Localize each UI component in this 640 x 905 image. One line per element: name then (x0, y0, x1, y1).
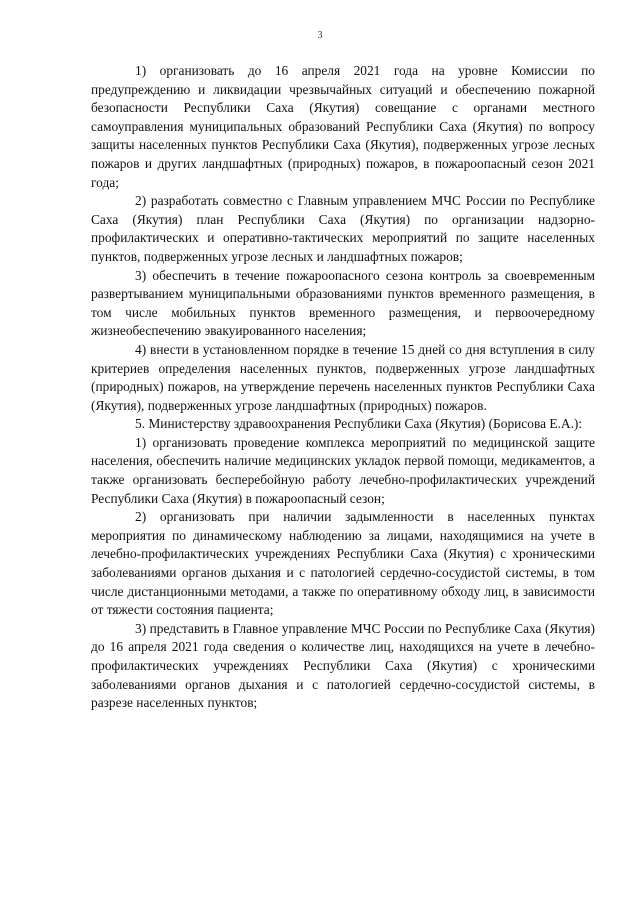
paragraph-item-5-1: 1) организовать проведение комплекса мероприятий по медицинской защите населения, обеспечить наличие медицинских укладок первой помощи, медикаментов, а также организовать бесперебойную работу лечебно-профилактических учреждений Республики Саха (Якутия) в пожароопасный сезон; (91, 434, 595, 506)
paragraph-item-5-2: 2) организовать при наличии задымленности в населенных пунктах мероприятия по динамическому наблюдению за лицами, находящимися на учете в лечебно-профилактических учреждениях Республики Саха (Якутия) с хроническими заболеваниями органов дыхания и с патологией сердечно-сосудистой системы, в том числе дистанционными методами, а также по оперативному обходу лиц, в зависимости от тяжести состояния пациента; (91, 509, 595, 618)
page-number: 3 (317, 30, 323, 41)
paragraph-item-4: 4) внести в установленном порядке в течение 15 дней со дня вступления в силу критериев определения населенных пунктов, подверженных угрозе ландшафтных (природных) пожаров, на утверждение перечень населенных пунктов Республики Саха (Якутия), подверженных угрозе ландшафтных (природных) пожаров. (91, 341, 595, 413)
paragraph-item-5-3: 3) представить в Главное управление МЧС России по Республике Саха (Якутия) до 16 апреля 2021 года сведения о количестве лиц, находящихся на учете в лечебно-профилактических учреждениях Республики Саха (Якутия) с хроническими заболеваниями органов дыхания и с патологией сердечно-сосудистой системы, в разрезе населенных пунктов; (91, 620, 595, 711)
section-heading-5: 5. Министерству здравоохранения Республики Саха (Якутия) (Борисова Е.А.): (135, 416, 583, 432)
paragraph-item-2: 2) разработать совместно с Главным управлением МЧС России по Республике Саха (Якутия) план Республики Саха (Якутия) по организации надзорно-профилактических и оперативно-тактических мероприятий по защите населенных пунктов, подверженных угрозе лесных и ландшафтных пожаров; (91, 193, 595, 264)
paragraph-item-3: 3) обеспечить в течение пожароопасного сезона контроль за своевременным развертыванием муниципальными образованиями пунктов временного размещения, в том числе мобильных пунктов временного размещения, и первоочередному жизнеобеспечению эвакуированного населения; (91, 267, 595, 339)
document-body (91, 62, 595, 713)
paragraph-item-1: 1) организовать до 16 апреля 2021 года на уровне Комиссии по предупреждению и ликвидации чрезвычайных ситуаций и обеспечению пожарной безопасности Республики Саха (Якутия) совещание с органами местного самоуправления муниципальных образований Республики Саха (Якутия) по вопросу защиты населенных пунктов Республики Саха (Якутия), подверженных угрозе лесных пожаров и других ландшафтных (природных) пожаров, в пожароопасный сезон 2021 года; (91, 63, 595, 190)
